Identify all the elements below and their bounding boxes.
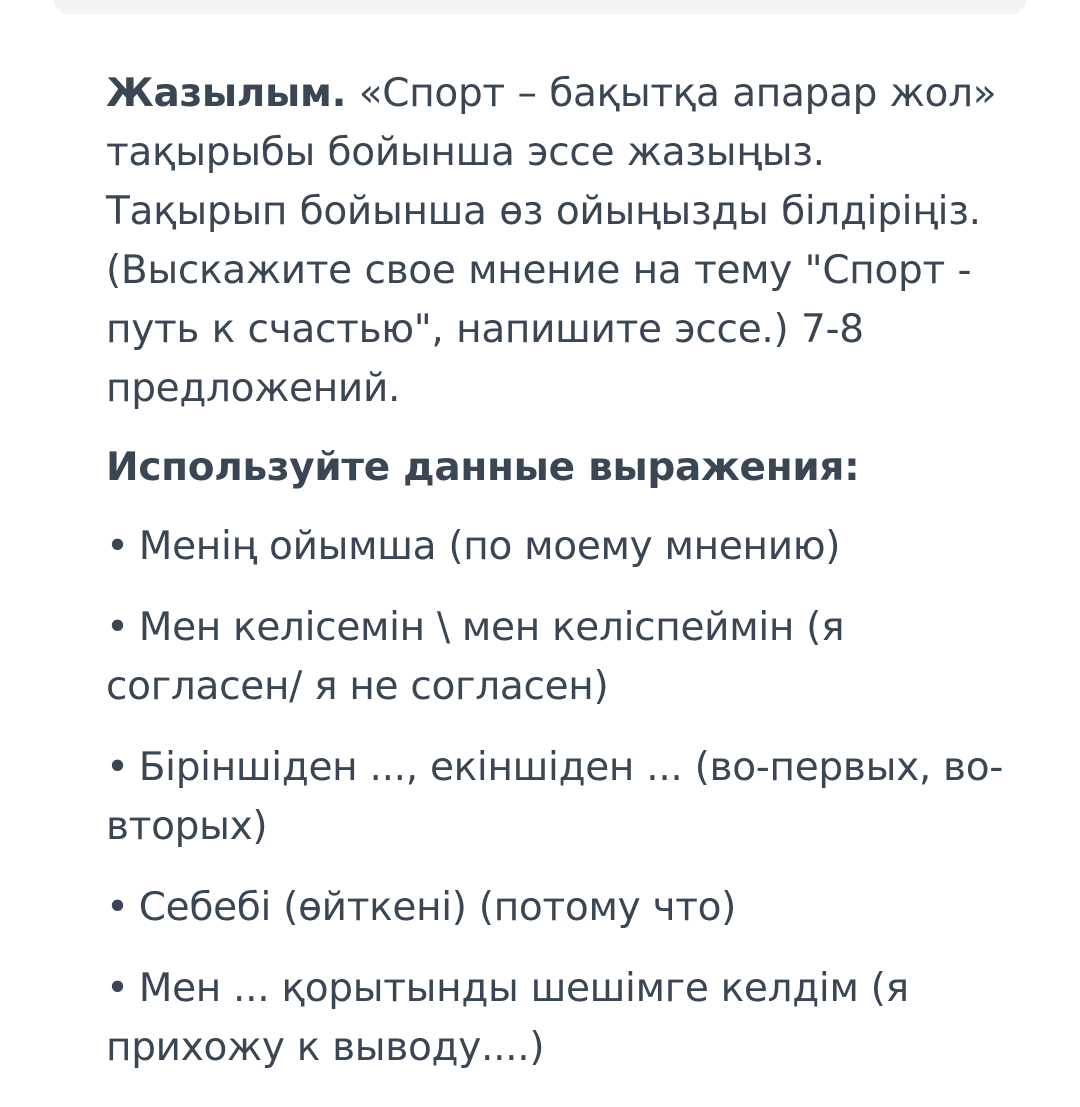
- bullet: •: [106, 745, 129, 790]
- list-item-text: Мен келісемін \ мен келіспеймін (я согласен/ я не согласен): [106, 605, 845, 709]
- bullet: •: [106, 524, 129, 569]
- list-item: [106, 959, 1006, 1077]
- bullet: •: [106, 885, 129, 930]
- task-lead: Жазылым.: [106, 71, 347, 116]
- phrases-heading: Используйте данные выражения:: [106, 445, 860, 490]
- list-item-text: Біріншіден ..., екіншіден ... (во-первых, во-вторых): [106, 745, 1004, 849]
- list-item: [106, 878, 1006, 937]
- list-item-text: Менің ойымша (по моему мнению): [138, 524, 841, 569]
- list-item: [106, 517, 1006, 576]
- phrases-list: [106, 517, 1006, 1077]
- list-item-text: Себебі (өйткені) (потому что): [138, 885, 737, 930]
- task-body: «Спорт – бақытқа апарар жол» тақырыбы бойынша эссе жазыңыз. Тақырып бойынша өз ойыңызды білдіріңіз. (Выскажите свое мнение на тему "Спорт - путь к счастью", напишите эссе.) 7-8 предложений.: [106, 71, 997, 411]
- list-item: [106, 738, 1006, 856]
- top-card: [54, 0, 1026, 14]
- task-paragraph: [106, 64, 1006, 418]
- list-item-text: Мен ... қорытынды шешімге келдім (я прихожу к выводу....): [106, 966, 909, 1070]
- bullet: •: [106, 605, 129, 650]
- answer-content: [106, 64, 1006, 1099]
- list-item: [106, 598, 1006, 716]
- bullet: •: [106, 966, 129, 1011]
